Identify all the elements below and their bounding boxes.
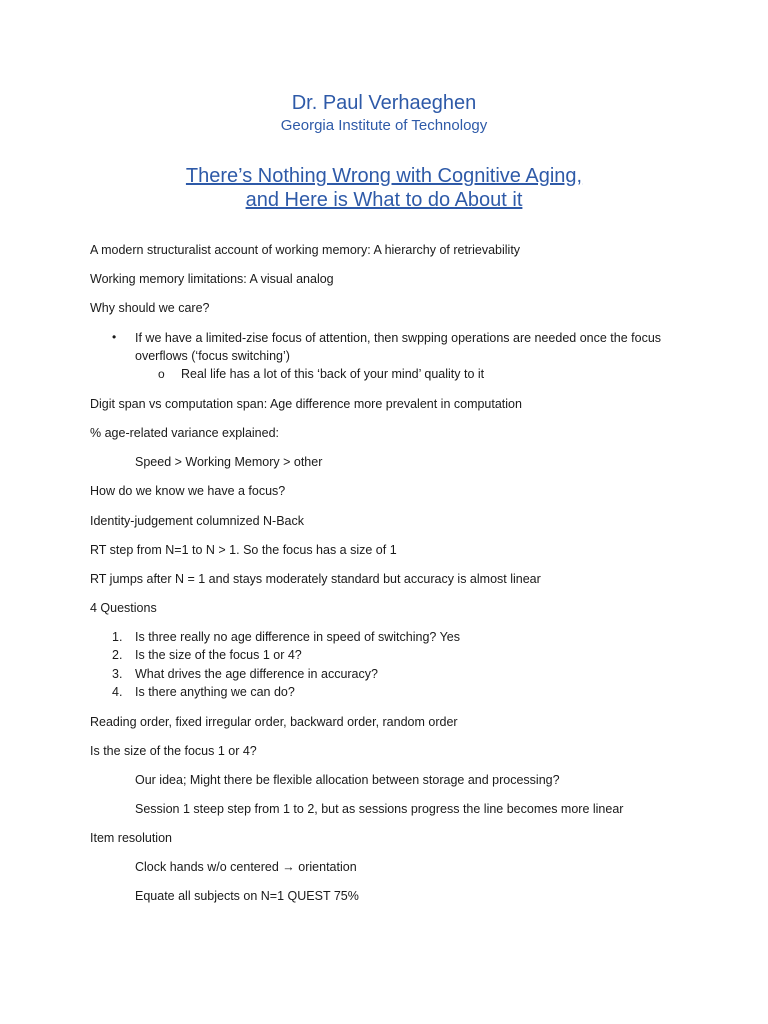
paragraph: Item resolution (90, 831, 172, 845)
list-item: Is three really no age difference in speed of switching? Yes (135, 630, 460, 644)
paragraph: % age-related variance explained: (90, 426, 280, 440)
paragraph: A modern structuralist account of working memory: A hierarchy of retrievability (90, 243, 521, 257)
indented-paragraph: Speed > Working Memory > other (135, 455, 323, 469)
list-item: What drives the age difference in accuracy? (135, 667, 378, 681)
list-number: 2. (112, 648, 123, 662)
affiliation: Georgia Institute of Technology (280, 117, 488, 134)
paragraph: Why should we care? (90, 301, 210, 315)
paragraph: Reading order, fixed irregular order, backward order, random order (90, 715, 458, 729)
paragraph: Digit span vs computation span: Age difference more prevalent in computation (90, 397, 522, 411)
author-name: Dr. Paul Verhaeghen (291, 92, 477, 114)
sub-bullet-item: Real life has a lot of this ‘back of your mind’ quality to it (181, 367, 485, 381)
paragraph: 4 Questions (90, 601, 157, 615)
paragraph: How do we know we have a focus? (90, 484, 286, 498)
list-item: Is there anything we can do? (135, 685, 295, 699)
list-item: Is the size of the focus 1 or 4? (135, 648, 302, 662)
paragraph: RT jumps after N = 1 and stays moderately standard but accuracy is almost linear (90, 572, 541, 586)
paragraph: RT step from N=1 to N > 1. So the focus has a size of 1 (90, 543, 397, 557)
talk-title (0, 164, 768, 212)
list-number: 1. (112, 630, 123, 644)
paragraph: Working memory limitations: A visual analog (90, 272, 334, 286)
list-number: 4. (112, 685, 123, 699)
indented-paragraph: Our idea; Might there be flexible allocation between storage and processing? (135, 773, 560, 787)
talk-title-line-2: and Here is What to do About it (245, 189, 523, 211)
bullet-icon: • (112, 330, 117, 344)
sub-bullet-icon: o (158, 367, 165, 381)
bullet-item: If we have a limited-zise focus of attention, then swpping operations are needed once the focus overflows (‘focus switching’) (135, 331, 662, 363)
talk-title-line-1: There’s Nothing Wrong with Cognitive Aging, (185, 165, 583, 187)
indented-paragraph: Equate all subjects on N=1 QUEST 75% (135, 889, 359, 903)
indented-paragraph: Clock hands w/o centered → orientation (135, 860, 357, 874)
paragraph: Identity-judgement columnized N-Back (90, 514, 304, 528)
list-number: 3. (112, 667, 123, 681)
paragraph: Is the size of the focus 1 or 4? (90, 744, 257, 758)
indented-paragraph: Session 1 steep step from 1 to 2, but as sessions progress the line becomes more linear (135, 802, 624, 816)
